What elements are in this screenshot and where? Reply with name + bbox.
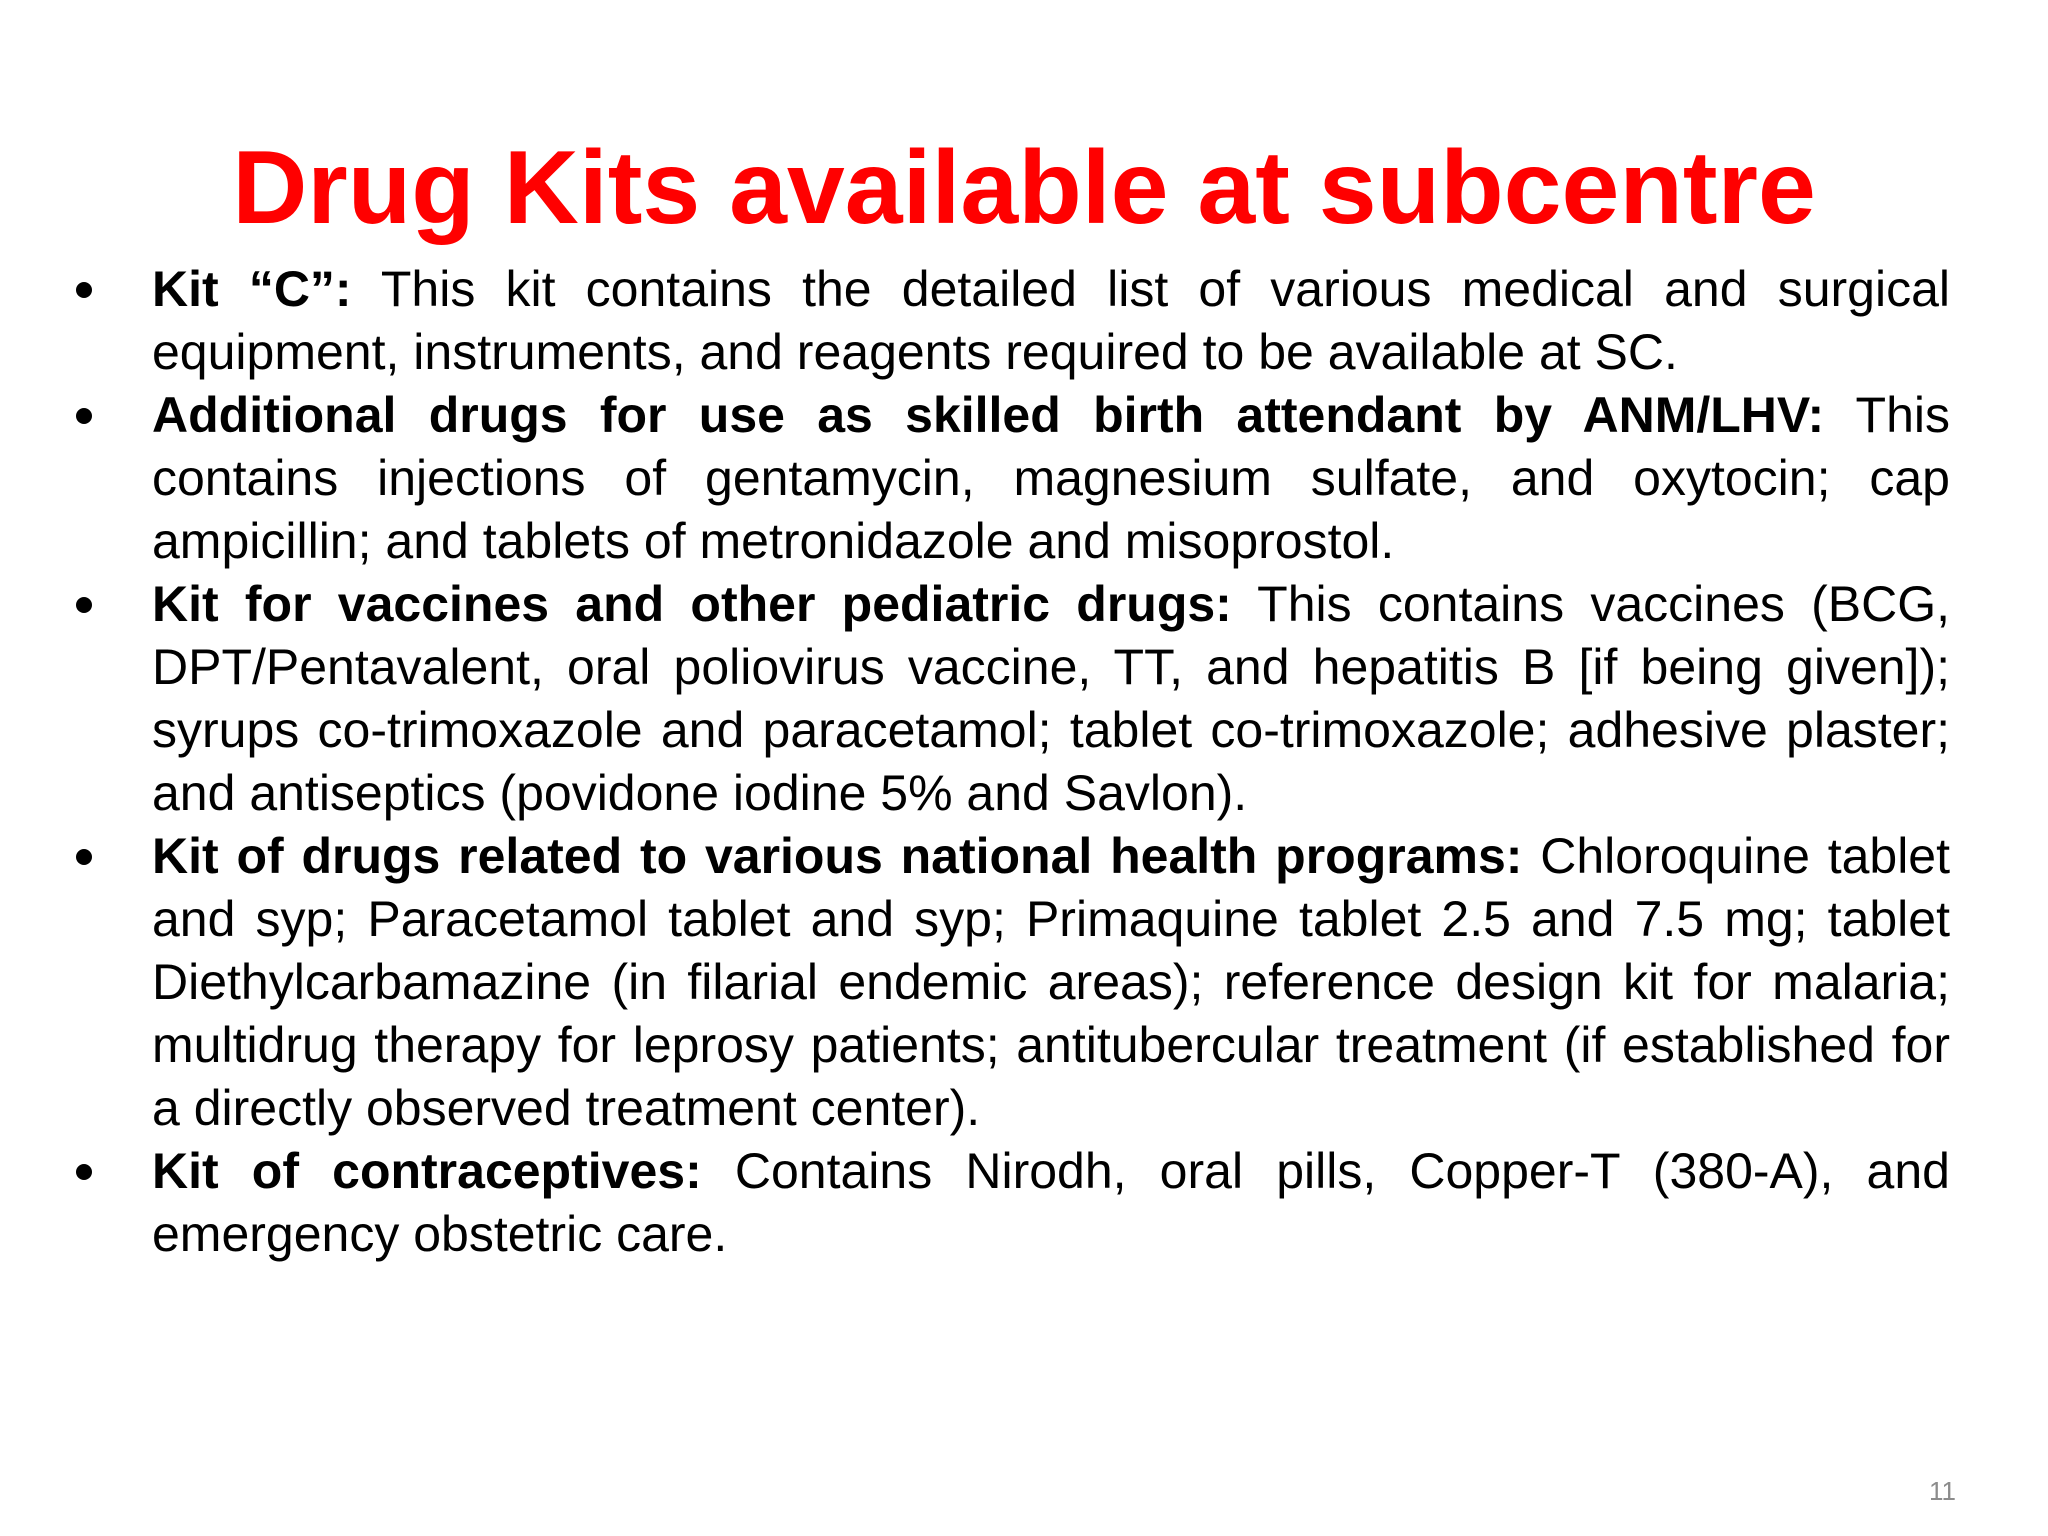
bullet-item-contraceptives-kit	[70, 1140, 1950, 1266]
bullet-heading: Additional drugs for use as skilled birth attendant by ANM/LHV:	[152, 387, 1825, 443]
bullet-heading: Kit for vaccines and other pediatric drugs:	[152, 576, 1232, 632]
bullet-body: This contains vaccines (BCG, DPT/Pentavalent, oral poliovirus vaccine, TT, and hepatitis B [if being given]); syrups co-trimoxazole and paracetamol; tablet co-trimoxazole; adhesive plaster; and antiseptics (povidone iodine 5% and Savlon).	[152, 576, 1950, 821]
slide-title: Drug Kits available at subcentre	[232, 130, 1816, 246]
bullet-body: Contains Nirodh, oral pills, Copper-T (380-A), and emergency obstetric care.	[152, 1143, 1950, 1262]
bullet-heading: Kit “C”:	[152, 261, 352, 317]
page-number: 11	[1929, 1476, 1956, 1506]
bullet-item-kit-c	[70, 258, 1950, 384]
bullet-heading: Kit of contraceptives:	[152, 1143, 702, 1199]
bullet-item-vaccines-kit	[70, 573, 1950, 825]
bullet-item-national-programs-kit	[70, 825, 1950, 1140]
bullet-body: This contains injections of gentamycin, magnesium sulfate, and oxytocin; cap ampicillin; and tablets of metronidazole and misoprostol.	[152, 387, 1950, 569]
bullet-dot-icon	[76, 849, 92, 865]
bullet-dot-icon	[76, 1164, 92, 1180]
bullet-dot-icon	[76, 408, 92, 424]
bullet-body: This kit contains the detailed list of various medical and surgical equipment, instruments, and reagents required to be available at SC.	[152, 261, 1950, 380]
bullet-dot-icon	[76, 597, 92, 613]
bullet-dot-icon	[76, 282, 92, 298]
bullet-heading: Kit of drugs related to various national health programs:	[152, 828, 1523, 884]
bullet-item-additional-drugs	[70, 384, 1950, 573]
bullet-body: Chloroquine tablet and syp; Paracetamol tablet and syp; Primaquine tablet 2.5 and 7.5 mg; tablet Diethylcarbamazine (in filarial endemic areas); reference design kit for malaria; multidrug therapy for leprosy patients; antitubercular treatment (if established for a directly observed treatment center).	[152, 828, 1951, 1136]
bullet-list	[70, 258, 1950, 1266]
